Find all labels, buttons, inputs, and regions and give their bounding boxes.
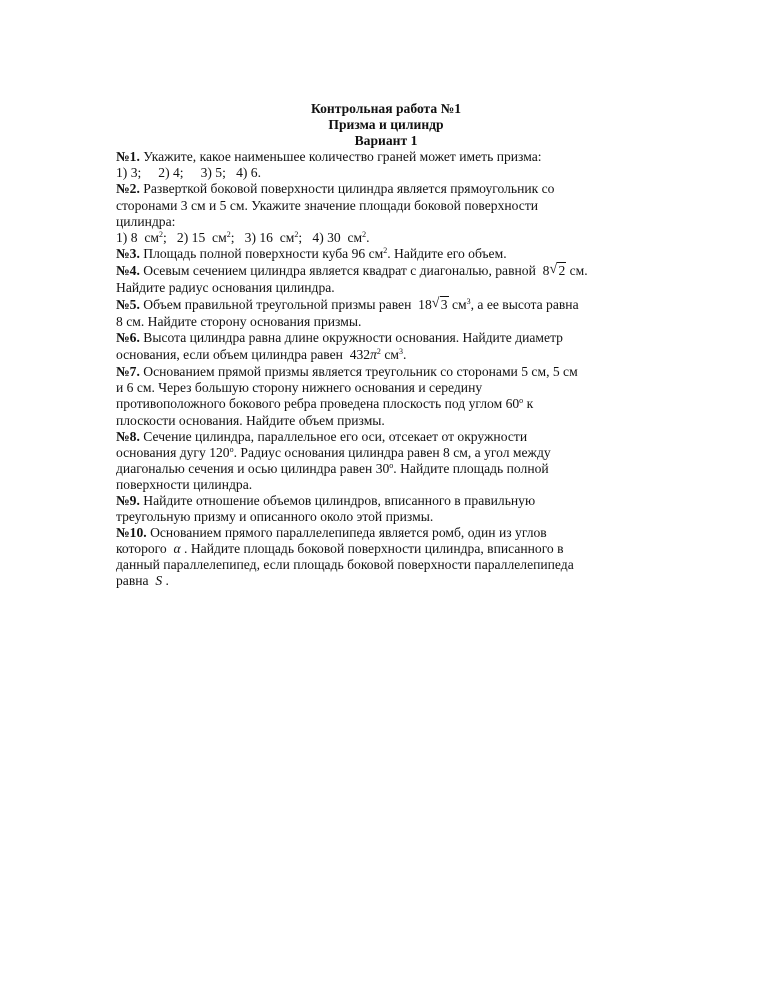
problem-number: №9. [116, 492, 140, 508]
problem-6: №6. Высота цилиндра равна длине окружности основания. Найдите диаметр основания, если объем цилиндра равен $432\pi^2$ $см^3$. [116, 330, 563, 363]
problem-number: №3. [116, 245, 140, 261]
problem-4: №4. Осевым сечением цилиндра является квадрат с диагональю, равной 8√ 2 см. Найдите радиус основания цилиндра. [116, 262, 656, 296]
problem-number: №5. [116, 297, 140, 313]
problem-10: №10. Основанием прямого параллелепипеда является ромб, один из углов которого α . Найдите площадь боковой поверхности цилиндра, вписанного в данный параллелепипед, если площадь боковой поверхности параллелепипеда равна S . [116, 525, 574, 589]
worksheet [116, 101, 656, 590]
problem-1: №1. Укажите, какое наименьшее количество граней может иметь призма: 1) 3; 2) 4; 3) 5; 4) 6. [116, 149, 656, 181]
problem-2: №2. Разверткой боковой поверхности цилиндра является прямоугольник со сторонами 3 см и 5 см. Укажите значение площади боковой поверхности цилиндра: 1) 8 $см^2$; 2) 15 $см^2$; 3) 16 $см^2$; 4) 30 $см^2$. [116, 181, 656, 245]
sqrt-symbol: √ 3 [432, 296, 449, 314]
problem-number: №10. [116, 525, 147, 541]
problem-5: №5. Объем правильной треугольной призмы равен 18√ 3 $см^3$, а ее высота равна 8 см. Найдите сторону основания призмы. [116, 296, 656, 330]
problem-8: №8. Сечение цилиндра, параллельное его оси, отсекает от окружности основания дугу 120$^o$. Радиус основания цилиндра равен 8 см, а угол между диагональю сечения и осью цилиндра равен 30$^o$. Найдите площадь полной поверхности цилиндра. [116, 428, 551, 492]
problem-number: №1. [116, 149, 140, 165]
s-symbol: S [155, 573, 163, 589]
problem-9: №9. Найдите отношение объемов цилиндров, вписанного в правильную треугольную призму и описанного около этой призмы. [116, 492, 536, 525]
page-title: Контрольная работа №1 [310, 101, 462, 116]
page-subject: Призма и цилиндр [328, 117, 444, 133]
problem-3: №3. Площадь полной поверхности куба 96 $см^2$. Найдите его объем. [116, 245, 507, 261]
problem-number: №2. [116, 181, 140, 197]
answer-options: 1) 3; 2) 4; 3) 5; 4) 6. [116, 165, 261, 181]
problem-number: №7. [116, 364, 140, 380]
answer-options: 1) 8 $см^2$; 2) 15 $см^2$; 3) 16 $см^2$; 4) 30 $см^2$. [116, 229, 370, 245]
variant-label: Вариант 1 [354, 133, 418, 149]
problem-number: №4. [116, 262, 140, 278]
alpha-symbol: α [173, 541, 181, 557]
problem-7: №7. Основанием прямой призмы является треугольник со сторонами 5 см, 5 см и 6 см. Через большую сторону нижнего основания и середину противоположного бокового ребра проведена плоскость под углом 60$^o$ к плоскости основания. Найдите объем призмы. [116, 364, 578, 428]
sqrt-symbol: √ 2 [549, 262, 566, 280]
pi-symbol: π [370, 347, 377, 363]
problem-number: №6. [116, 330, 140, 346]
problem-number: №8. [116, 428, 140, 444]
